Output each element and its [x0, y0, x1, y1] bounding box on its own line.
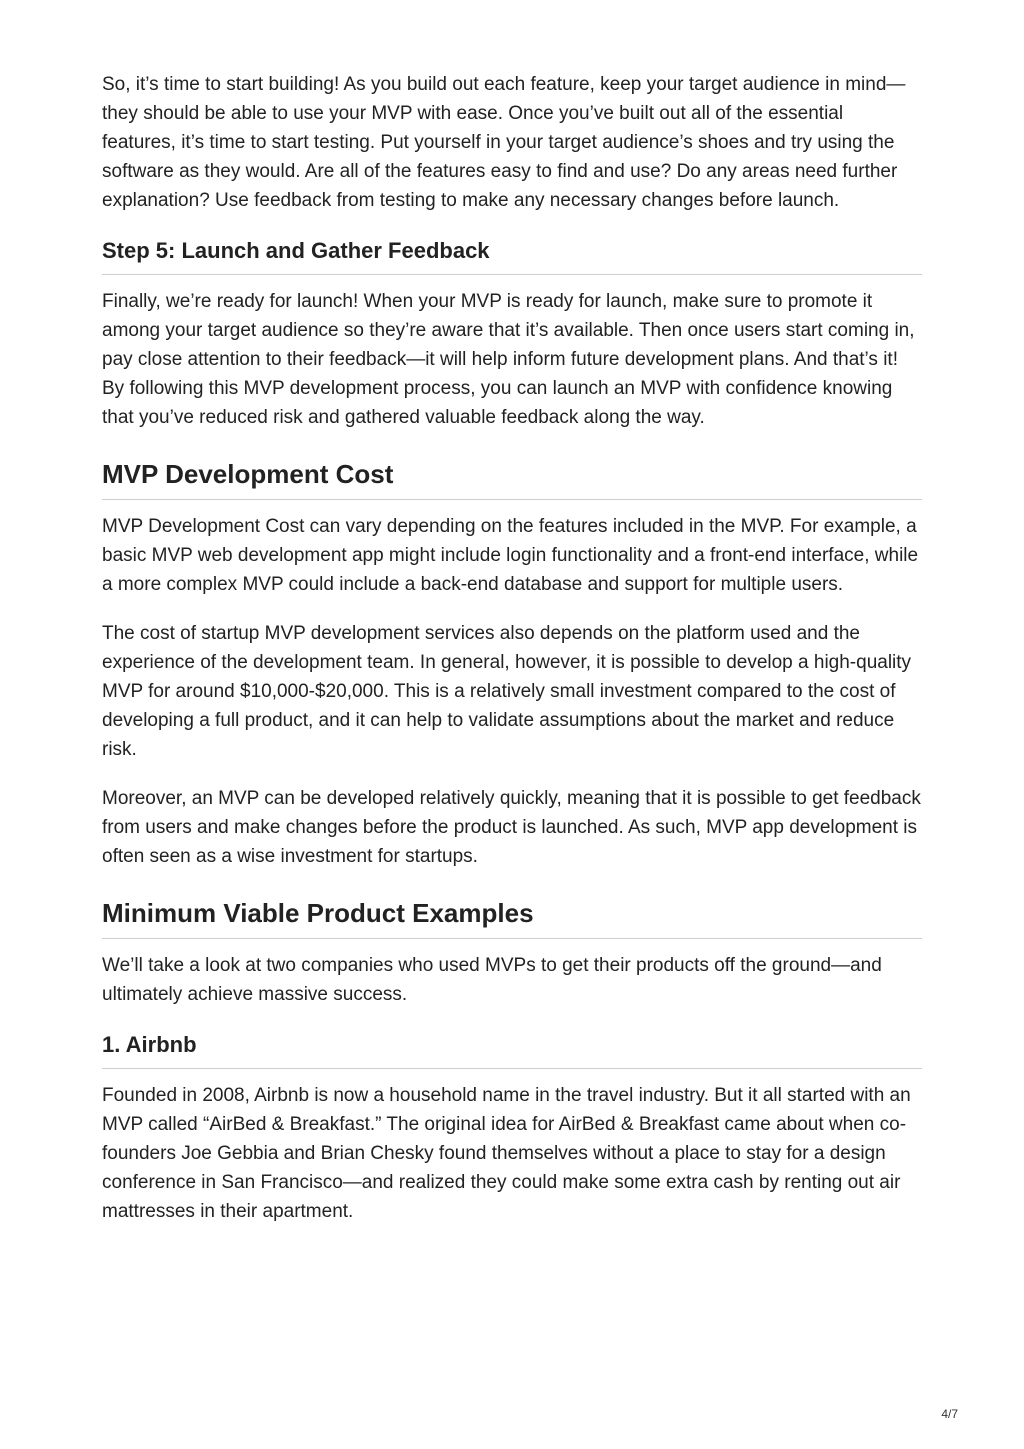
cost-heading: MVP Development Cost [102, 458, 922, 500]
document-content [102, 70, 922, 1246]
cost-paragraph-3: Moreover, an MVP can be developed relatively quickly, meaning that it is possible to get feedback from users and make changes before the product is launched. As such, MVP app development is often seen as a wise investment for startups. [102, 788, 921, 867]
page-number: 4/7 [941, 1407, 958, 1421]
examples-heading: Minimum Viable Product Examples [102, 897, 922, 939]
airbnb-heading: 1. Airbnb [102, 1031, 922, 1069]
cost-paragraph-1: MVP Development Cost can vary depending on the features included in the MVP. For example, a basic MVP web development app might include login functionality and a front-end interface, while a more complex MVP could include a back-end database and support for multiple users. [102, 516, 919, 595]
step5-heading: Step 5: Launch and Gather Feedback [102, 237, 922, 275]
intro-paragraph: So, it’s time to start building! As you build out each feature, keep your target audience in mind—they should be able to use your MVP with ease. Once you’ve built out all of the essential features, it’s time to start testing. Put yourself in your target audience’s shoes and try using the software as they would. Are all of the features easy to find and use? Do any areas need further explanation? Use feedback from testing to make any necessary changes before launch. [102, 74, 906, 211]
cost-paragraph-2: The cost of startup MVP development services also depends on the platform used and the experience of the development team. In general, however, it is possible to develop a high-quality MVP for around $10,000-$20,000. This is a relatively small investment compared to the cost of developing a full product, and it can help to validate assumptions about the market and reduce risk. [102, 623, 912, 760]
examples-paragraph: We’ll take a look at two companies who used MVPs to get their products off the ground—and ultimately achieve massive success. [102, 955, 882, 1005]
step5-paragraph: Finally, we’re ready for launch! When your MVP is ready for launch, make sure to promote it among your target audience so they’re aware that it’s available. Then once users start coming in, pay close attention to their feedback—it will help inform future development plans. And that’s it! By following this MVP development process, you can launch an MVP with confidence knowing that you’ve reduced risk and gathered valuable feedback along the way. [102, 291, 915, 428]
airbnb-paragraph: Founded in 2008, Airbnb is now a household name in the travel industry. But it all started with an MVP called “AirBed & Breakfast.” The original idea for AirBed & Breakfast came about when co-founders Joe Gebbia and Brian Chesky found themselves without a place to stay for a design conference in San Francisco—and realized they could make some extra cash by renting out air mattresses in their apartment. [102, 1085, 911, 1222]
